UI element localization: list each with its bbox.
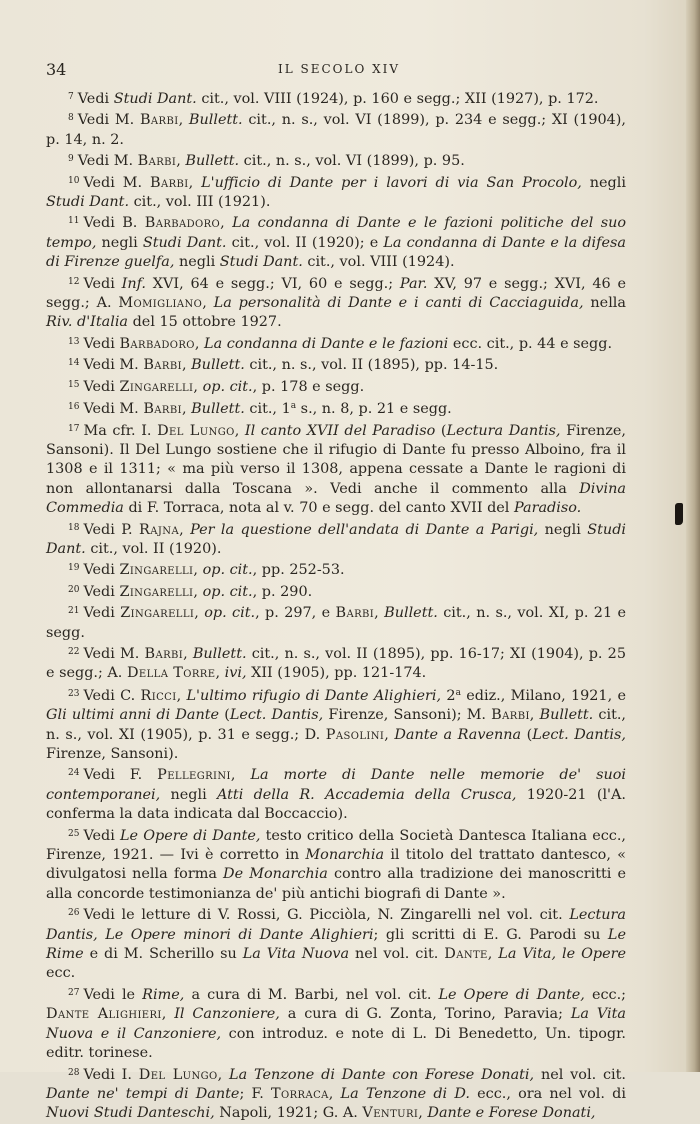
footnote-number: 8 bbox=[68, 113, 74, 124]
footnote-text: cit., vol. II (1920). bbox=[85, 540, 222, 557]
footnote-text: Ricci bbox=[140, 687, 177, 704]
footnote-text: ivi, bbox=[224, 665, 247, 682]
footnote-9 bbox=[46, 150, 626, 171]
footnote-text: La morte di Dante nelle memorie de' suoi contemporanei, bbox=[46, 767, 626, 803]
footnote-text: Momigliano bbox=[118, 295, 203, 312]
footnote-text: Dante bbox=[444, 946, 488, 963]
footnote-text: Lect. Dantis, bbox=[229, 707, 324, 724]
footnote-text: , bbox=[193, 562, 203, 579]
footnote-text: Vedi le letture di V. Rossi, G. Picciòla, N. Zingarelli nel vol. cit. bbox=[83, 907, 570, 924]
footnote-text: , bbox=[188, 174, 202, 191]
footnote-text: , bbox=[418, 1105, 428, 1122]
footnote-text: Le Rime bbox=[46, 926, 626, 963]
footnote-number: 17 bbox=[68, 423, 80, 434]
footnote-text: con introduz. e note di L. Di Benedetto, Un. tipogr. editr. torinese. bbox=[46, 1025, 626, 1062]
footnote-21 bbox=[46, 602, 626, 643]
footnote-text: ecc. cit., p. 44 e segg. bbox=[448, 335, 613, 352]
footnotes bbox=[46, 88, 626, 1124]
footnote-text: nel vol. cit. bbox=[534, 1066, 626, 1083]
footnote-22 bbox=[46, 643, 626, 684]
footnote-text: Vedi M. bbox=[77, 112, 140, 129]
footnote-text: nel vol. cit. bbox=[349, 946, 445, 963]
footnote-text: Bullett. bbox=[188, 112, 243, 129]
footnote-text: ; gli scritti di E. G. Parodi su bbox=[373, 926, 608, 943]
footnote-text: Gli ultimi anni di Dante bbox=[46, 707, 220, 724]
footnote-20 bbox=[46, 581, 626, 602]
footnote-10 bbox=[46, 172, 626, 213]
footnote-text: s., n. 8, p. 21 e segg. bbox=[296, 401, 452, 418]
footnote-text: Del Lungo bbox=[157, 422, 235, 439]
footnote-text: Le Opere di Dante, bbox=[120, 827, 261, 844]
footnote-23 bbox=[46, 684, 626, 765]
footnote-8 bbox=[46, 109, 626, 150]
footnote-text: Lect. Dantis, bbox=[532, 726, 626, 743]
footnote-text: La Tenzone di Dante con Forese Donati, bbox=[229, 1066, 535, 1083]
footnote-text: , bbox=[193, 583, 203, 600]
footnote-text: De Monarchia bbox=[223, 866, 328, 883]
footnote-text: , bbox=[161, 1006, 175, 1023]
footnote-text: 2 bbox=[441, 687, 456, 704]
footnote-text: Bullett. bbox=[191, 357, 245, 374]
footnote-text: Zingarelli bbox=[119, 378, 194, 395]
footnote-text: , p. 178 e segg. bbox=[252, 378, 365, 395]
footnote-text: Barbi bbox=[143, 401, 182, 418]
footnote-text: , bbox=[179, 521, 191, 538]
footnote-text: cit., vol. VIII (1924). bbox=[302, 254, 455, 271]
footnote-26 bbox=[46, 904, 626, 984]
footnote-text: , bbox=[230, 767, 251, 784]
footnote-text: testo critico della Società Dantesca Italiana ecc., Firenze, 1921. — Ivi è corretto in bbox=[46, 827, 626, 864]
footnote-text: Zingarelli bbox=[120, 605, 195, 622]
footnote-text: Per la questione dell'andata di Dante a Parigi, bbox=[190, 521, 539, 538]
footnote-18 bbox=[46, 519, 626, 560]
footnote-text: Vedi M. bbox=[77, 153, 138, 170]
footnote-number: 7 bbox=[68, 92, 74, 102]
footnote-text: op. cit. bbox=[202, 562, 253, 579]
footnote-28 bbox=[46, 1064, 626, 1124]
footnote-text: , pp. 252-53. bbox=[252, 562, 345, 579]
footnote-text: a cura di M. Barbi, nel vol. cit. bbox=[184, 986, 439, 1003]
footnote-text: Barbi bbox=[335, 605, 375, 622]
footnote-text: Rime, bbox=[142, 986, 185, 1003]
footnote-text: Barbi bbox=[491, 707, 530, 724]
footnote-number: 27 bbox=[68, 987, 80, 998]
footnote-text: Vedi M. bbox=[83, 645, 145, 662]
footnote-text: Vedi F. bbox=[83, 767, 158, 784]
footnote-text: Barbi bbox=[144, 645, 184, 662]
footnote-24 bbox=[46, 764, 626, 824]
footnote-text: cit., n. s., vol. XI (1905), p. 31 e segg.; D. bbox=[46, 707, 626, 743]
footnote-text: Vedi M. bbox=[83, 401, 144, 418]
footnote-text: Pellegrini bbox=[157, 767, 231, 784]
footnote-text: Bullett. bbox=[191, 401, 245, 418]
footnote-text: Vedi B. bbox=[83, 215, 145, 232]
footnote-text: Pasolini bbox=[325, 726, 385, 743]
footnote-text: , bbox=[183, 645, 193, 662]
footnote-text: Barbi bbox=[143, 357, 182, 374]
footnote-text: Vedi M. bbox=[83, 357, 144, 374]
footnote-text: Vedi bbox=[83, 605, 121, 622]
footnote-text: La Vita Nuova bbox=[242, 946, 350, 963]
footnote-text: e di M. Scherillo su bbox=[83, 946, 243, 963]
footnote-text: , bbox=[176, 687, 187, 704]
footnote-text: XII (1905), pp. 121-174. bbox=[246, 665, 427, 682]
footnote-text: cit., n. s., vol. II (1895), pp. 14-15. bbox=[244, 357, 499, 374]
footnote-text: Dante e Forese Donati, bbox=[427, 1105, 596, 1122]
footnote-text: Napoli, 1921; G. A. bbox=[214, 1105, 363, 1122]
footnote-text: Vedi C. bbox=[83, 687, 141, 704]
footnote-text: Dante Alighieri bbox=[46, 1006, 162, 1023]
footnote-number: 25 bbox=[68, 828, 80, 839]
footnote-text: ecc.; bbox=[584, 986, 627, 1003]
footnote-text: Della Torre bbox=[126, 665, 216, 682]
footnote-text: La Vita Nuova e il Canzoniere, bbox=[46, 1006, 626, 1042]
footnote-number: 18 bbox=[68, 522, 80, 533]
footnote-text: Firenze, Sansoni); M. bbox=[323, 707, 492, 724]
footnote-number: 21 bbox=[68, 606, 80, 617]
footnote-text: ediz., Milano, 1921, e bbox=[460, 687, 626, 704]
footnote-number: 11 bbox=[68, 216, 80, 227]
footnote-text: Rajna bbox=[139, 521, 180, 538]
footnote-number: 20 bbox=[68, 584, 80, 595]
footnote-text: Vedi M. bbox=[83, 174, 150, 191]
footnote-text: Bullett. bbox=[185, 153, 240, 170]
footnote-text: Atti della R. Accademia della Crusca, bbox=[216, 786, 517, 803]
footnote-text: Vedi le bbox=[83, 986, 143, 1003]
footnote-text: , bbox=[181, 357, 192, 374]
footnote-text: Zingarelli bbox=[119, 583, 194, 600]
footnote-text: Bullett. bbox=[384, 605, 438, 622]
footnote-text: ecc., ora nel vol. di bbox=[469, 1085, 626, 1102]
footnote-text: Vedi bbox=[83, 378, 120, 395]
footnote-text: , bbox=[217, 1066, 230, 1083]
footnote-text: Vedi bbox=[83, 562, 120, 579]
footnote-text: , bbox=[178, 112, 189, 129]
page-number: 34 bbox=[46, 60, 67, 79]
footnote-text: Vedi bbox=[77, 91, 114, 107]
footnote-text: Zingarelli bbox=[119, 562, 194, 579]
footnote-number: 24 bbox=[68, 768, 80, 779]
footnote-text: Studi Dant. bbox=[219, 254, 303, 271]
footnote-text: Il canto XVII del Paradiso bbox=[244, 422, 436, 439]
footnote-text: Vedi P. bbox=[83, 521, 140, 538]
footnote-text: , bbox=[193, 378, 203, 395]
footnote-text: Studi Dant. bbox=[46, 521, 627, 557]
footnote-number: 19 bbox=[68, 563, 80, 574]
footnote-13 bbox=[46, 333, 626, 354]
footnote-text: contro alla tradizione dei manoscritti e alla concorde testimonianza de' più antichi biografi di Dante ». bbox=[46, 866, 627, 902]
footnote-number: 14 bbox=[68, 358, 80, 369]
footnote-text: cit., n. s., vol. VI (1899), p. 234 e segg.; XI (1904), p. 14, n. 2. bbox=[46, 112, 626, 148]
footnote-text: La condanna di Dante e la difesa di Firenze guelfa, bbox=[46, 234, 626, 271]
footnote-text: nella bbox=[583, 295, 626, 312]
footnote-text: Ma cfr. I. bbox=[83, 422, 158, 439]
footnote-text: Barbi bbox=[139, 112, 179, 129]
running-title: IL SECOLO XIV bbox=[277, 62, 401, 76]
footnote-text: Nuovi Studi Danteschi, bbox=[46, 1105, 215, 1122]
ink-mark bbox=[675, 503, 683, 525]
footnote-number: 22 bbox=[68, 646, 80, 657]
footnote-15 bbox=[46, 376, 626, 397]
footnote-text: negli bbox=[160, 786, 217, 803]
footnote-17 bbox=[46, 420, 626, 519]
footnote-text: cit., vol. VIII (1924), p. 160 e segg.; XII (1927), p. 172. bbox=[196, 91, 599, 107]
footnote-text: a bbox=[455, 687, 461, 698]
footnote-text: op. cit. bbox=[202, 378, 253, 395]
footnote-text: Barbi bbox=[149, 174, 189, 191]
footnote-text: La condanna di Dante e le fazioni politiche del suo tempo, bbox=[46, 215, 627, 251]
footnote-number: 13 bbox=[68, 336, 80, 347]
footnote-text: Vedi I. bbox=[83, 1066, 139, 1083]
footnote-text: ; F. bbox=[239, 1085, 271, 1102]
footnote-number: 10 bbox=[68, 175, 80, 186]
footnote-25 bbox=[46, 825, 626, 905]
footnote-text: cit., vol. III (1921). bbox=[129, 194, 271, 211]
footnote-text: Studi Dant. bbox=[113, 91, 197, 107]
footnote-text: , bbox=[234, 422, 245, 439]
footnote-text: negli bbox=[174, 254, 220, 271]
footnote-text: , bbox=[487, 946, 499, 963]
footnote-text: Dante a Ravenna bbox=[394, 726, 522, 743]
footnote-text: Inf. bbox=[121, 275, 146, 292]
footnote-text: , bbox=[194, 335, 205, 352]
footnote-text: del 15 ottobre 1927. bbox=[128, 314, 282, 331]
footnote-text: Le Opere di Dante, bbox=[438, 986, 585, 1003]
page-header bbox=[46, 60, 632, 80]
footnote-text: Bullett. bbox=[192, 645, 247, 662]
footnote-text: , bbox=[374, 605, 385, 622]
footnote-14 bbox=[46, 354, 626, 375]
footnote-number: 9 bbox=[68, 154, 74, 165]
footnote-text: cit., n. s., vol. VI (1899), p. 95. bbox=[239, 153, 465, 170]
footnote-text: , bbox=[181, 401, 192, 418]
footnote-text: , p. 290. bbox=[252, 583, 313, 600]
footnote-text: Par. bbox=[399, 275, 428, 292]
footnote-text: L'ultimo rifugio di Dante Alighieri, bbox=[186, 687, 442, 704]
footnote-7 bbox=[46, 88, 626, 109]
footnote-text: Barbi bbox=[137, 153, 177, 170]
footnote-text: Lectura Dantis, bbox=[446, 422, 561, 439]
footnote-text: 1920-21 (l'A. conferma la data indicata dal Boccaccio). bbox=[46, 786, 626, 823]
footnote-text: Venturi bbox=[362, 1105, 419, 1122]
footnote-number: 28 bbox=[68, 1067, 80, 1078]
footnote-text: Vedi bbox=[83, 275, 122, 292]
footnote-text: Vedi bbox=[83, 583, 120, 600]
footnote-text: a bbox=[290, 401, 297, 412]
footnote-27 bbox=[46, 984, 626, 1064]
footnote-text: il titolo del trattato dantesco, « divulgatosi nella forma bbox=[46, 847, 626, 883]
footnote-text: Studi Dant. bbox=[46, 194, 130, 211]
footnote-text: op. cit. bbox=[204, 605, 256, 622]
footnote-text: , bbox=[215, 665, 225, 682]
footnote-text: ( bbox=[435, 422, 447, 439]
footnote-text: Dante ne' tempi di Dante bbox=[46, 1085, 240, 1102]
footnote-text: cit., 1 bbox=[244, 401, 291, 418]
footnote-text: Firenze, Sansoni). bbox=[46, 746, 179, 762]
footnote-text: L'ufficio di Dante per i lavori di via San Procolo, bbox=[201, 174, 582, 191]
footnote-text: Bullett. bbox=[539, 707, 594, 724]
page-edge bbox=[686, 0, 700, 1072]
footnote-number: 15 bbox=[68, 379, 80, 390]
footnote-text: , bbox=[384, 726, 395, 743]
footnote-text: Vedi bbox=[83, 827, 120, 844]
footnote-text: La condanna di Dante e le fazioni bbox=[204, 335, 449, 352]
footnote-text: XV, 97 e segg.; XVI, 46 e segg.; A. bbox=[46, 275, 626, 312]
footnote-text: , bbox=[328, 1085, 341, 1102]
footnote-text: negli bbox=[581, 174, 626, 191]
footnote-19 bbox=[46, 559, 626, 580]
footnote-number: 16 bbox=[68, 402, 80, 413]
footnote-text: , bbox=[202, 295, 214, 312]
footnote-text: ( bbox=[521, 726, 533, 743]
footnote-text: , bbox=[220, 215, 233, 232]
footnote-text: , bbox=[529, 707, 540, 724]
footnote-text: XVI, 64 e segg.; VI, 60 e segg.; bbox=[146, 275, 400, 292]
footnote-text: Monarchia bbox=[305, 847, 385, 864]
footnote-text: La Tenzone di D. bbox=[340, 1085, 470, 1102]
footnote-text: , bbox=[194, 605, 205, 622]
footnote-12 bbox=[46, 273, 626, 333]
footnote-text: , p. 297, e bbox=[255, 605, 336, 622]
footnote-number: 26 bbox=[68, 908, 80, 919]
footnote-number: 23 bbox=[68, 688, 80, 699]
footnote-text: Lectura Dantis, Le Opere minori di Dante Alighieri bbox=[46, 907, 626, 943]
footnote-text: cit., vol. II (1920); e bbox=[226, 234, 384, 251]
footnote-text: Il Canzoniere, bbox=[174, 1006, 280, 1023]
footnote-text: op. cit. bbox=[202, 583, 253, 600]
footnote-text: Barbadoro bbox=[144, 215, 221, 232]
footnote-16 bbox=[46, 397, 626, 419]
footnote-number: 12 bbox=[68, 276, 80, 287]
footnote-text: Paradiso. bbox=[513, 500, 582, 517]
footnote-text: Vedi bbox=[83, 335, 120, 352]
footnote-text: a cura di G. Zonta, Torino, Paravia; bbox=[279, 1006, 571, 1023]
footnote-text: cit., n. s., vol. XI, p. 21 e segg. bbox=[46, 605, 626, 641]
footnote-text: cit., n. s., vol. II (1895), pp. 16-17; XI (1904), p. 25 e segg.; A. bbox=[46, 645, 626, 682]
footnote-text: negli bbox=[96, 234, 143, 251]
footnote-text: La personalità di Dante e i canti di Cacciaguida, bbox=[213, 295, 584, 312]
footnote-text: Divina Commedia bbox=[46, 480, 626, 517]
footnote-text: Del Lungo bbox=[138, 1066, 218, 1083]
footnote-text: negli bbox=[538, 521, 588, 538]
footnote-text: Studi Dant. bbox=[142, 234, 227, 251]
footnote-text: Torraca bbox=[271, 1085, 329, 1102]
footnote-text: La Vita, le Opere bbox=[498, 946, 627, 963]
footnote-text: di F. Torraca, nota al v. 70 e segg. del canto XVII del bbox=[123, 500, 514, 517]
footnote-text: Barbadoro bbox=[119, 335, 195, 352]
footnote-11 bbox=[46, 212, 626, 272]
footnote-text: , bbox=[176, 153, 186, 170]
footnote-text: ecc. bbox=[46, 965, 76, 982]
footnote-text: ( bbox=[219, 707, 230, 724]
footnote-text: Firenze, Sansoni). Il Del Lungo sostiene che il rifugio di Dante fu presso Alboino, fra il 1308 e il 1311; « ma più verso il 1308, appena cessate a Dante le ragioni di non allontanarsi dalla Toscana ». Vedi anche il commento alla bbox=[46, 422, 626, 497]
footnote-text: Riv. d'Italia bbox=[46, 314, 129, 331]
